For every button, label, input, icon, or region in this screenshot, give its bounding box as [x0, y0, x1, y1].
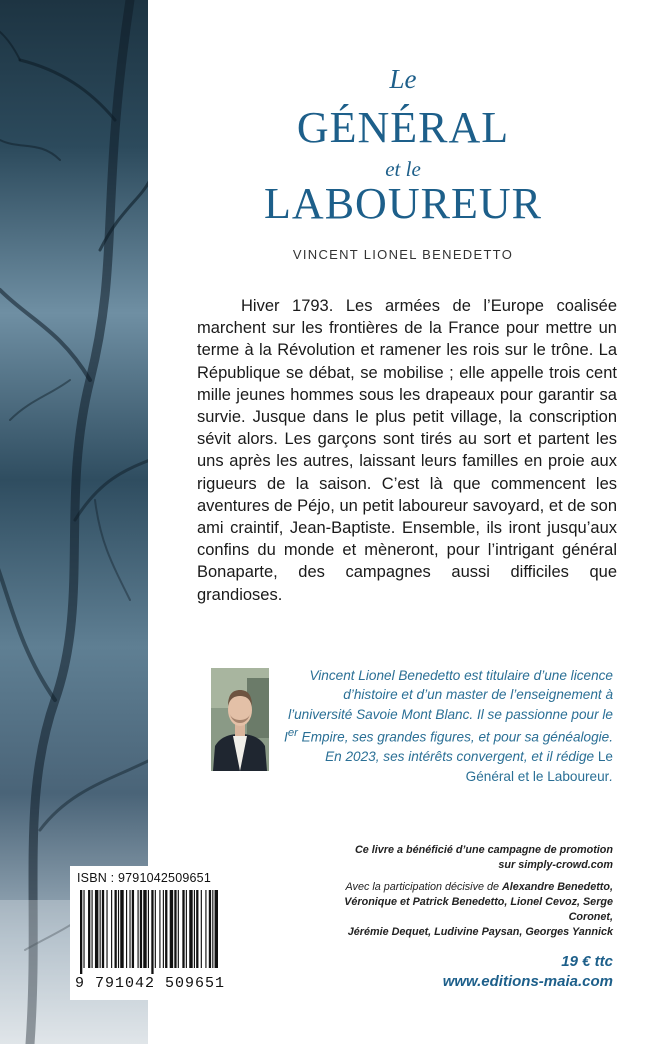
author-photo: [211, 668, 269, 771]
author-name: VINCENT LIONEL BENEDETTO: [292, 247, 514, 262]
participation-names-3: Jérémie Dequet, Ludivine Paysan, Georges Yannick: [347, 926, 613, 938]
isbn-digits: 9 791042 509651: [74, 975, 226, 992]
promo-line2: sur simply-crowd.com: [498, 859, 613, 871]
title-general: GÉNÉRAL: [296, 103, 510, 152]
price: 19 € ttc: [561, 953, 613, 970]
barcode-icon: [78, 890, 222, 974]
author-bio-part2: Empire, ses grandes figures, et pour sa généalogie. En 2023, ses intérêts convergent, et il rédige: [297, 729, 613, 765]
barcode-panel: [70, 866, 230, 1000]
author-bio-book-title: Le Général et le Laboureur: [465, 749, 613, 784]
promo-line1: Ce livre a bénéficié d’une campagne de promotion: [355, 844, 613, 856]
participation-names-1: Alexandre Benedetto,: [502, 881, 613, 893]
author-bio-part1: Vincent Lionel Benedetto est titulaire d’une licence d’histoire et d’un master de l’enseignement à l’université Savoie Mont Blanc. Il se passionne pour le I: [284, 668, 613, 745]
publisher-website: www.editions-maia.com: [442, 973, 613, 990]
author-bio: [282, 666, 613, 786]
isbn-label: ISBN : 9791042509651: [77, 871, 211, 885]
title-le: Le: [389, 64, 417, 94]
author-bio-superscript: er: [287, 727, 298, 740]
participation-names-2: Véronique et Patrick Benedetto, Lionel Cevoz, Serge Coronet,: [344, 896, 613, 923]
title-et-le: et le: [385, 157, 421, 181]
author-bio-end: .: [609, 768, 613, 784]
synopsis-text: Hiver 1793. Les armées de l’Europe coalisée marchent sur les frontières de la France pour mettre un terme à la Révolution et ramener les rois sur le trône. La République se débat, se mobilise ; elle appelle trois cent mille jeunes hommes sous les drapeaux pour garantir sa survie. Jusque dans le plus petit village, la conscription sévit alors. Les garçons sont tirés au sort et partent les uns après les autres, laissant leurs familles en proie aux rigueurs de la saison. C’est là que commencent les aventures de Péjo, un petit laboureur savoyard, et de son ami craintif, Jean-Baptiste. Ensemble, ils iront jusqu’aux confins du monde et mèneront, pour l’intrigant général Bonaparte, des campagnes aussi difficiles que grandioses.: [197, 297, 617, 604]
participation-intro: Avec la participation décisive de: [345, 881, 502, 893]
title-laboureur: LABOUREUR: [264, 179, 542, 228]
promo-note: [300, 843, 613, 873]
participation-note: [300, 880, 613, 940]
